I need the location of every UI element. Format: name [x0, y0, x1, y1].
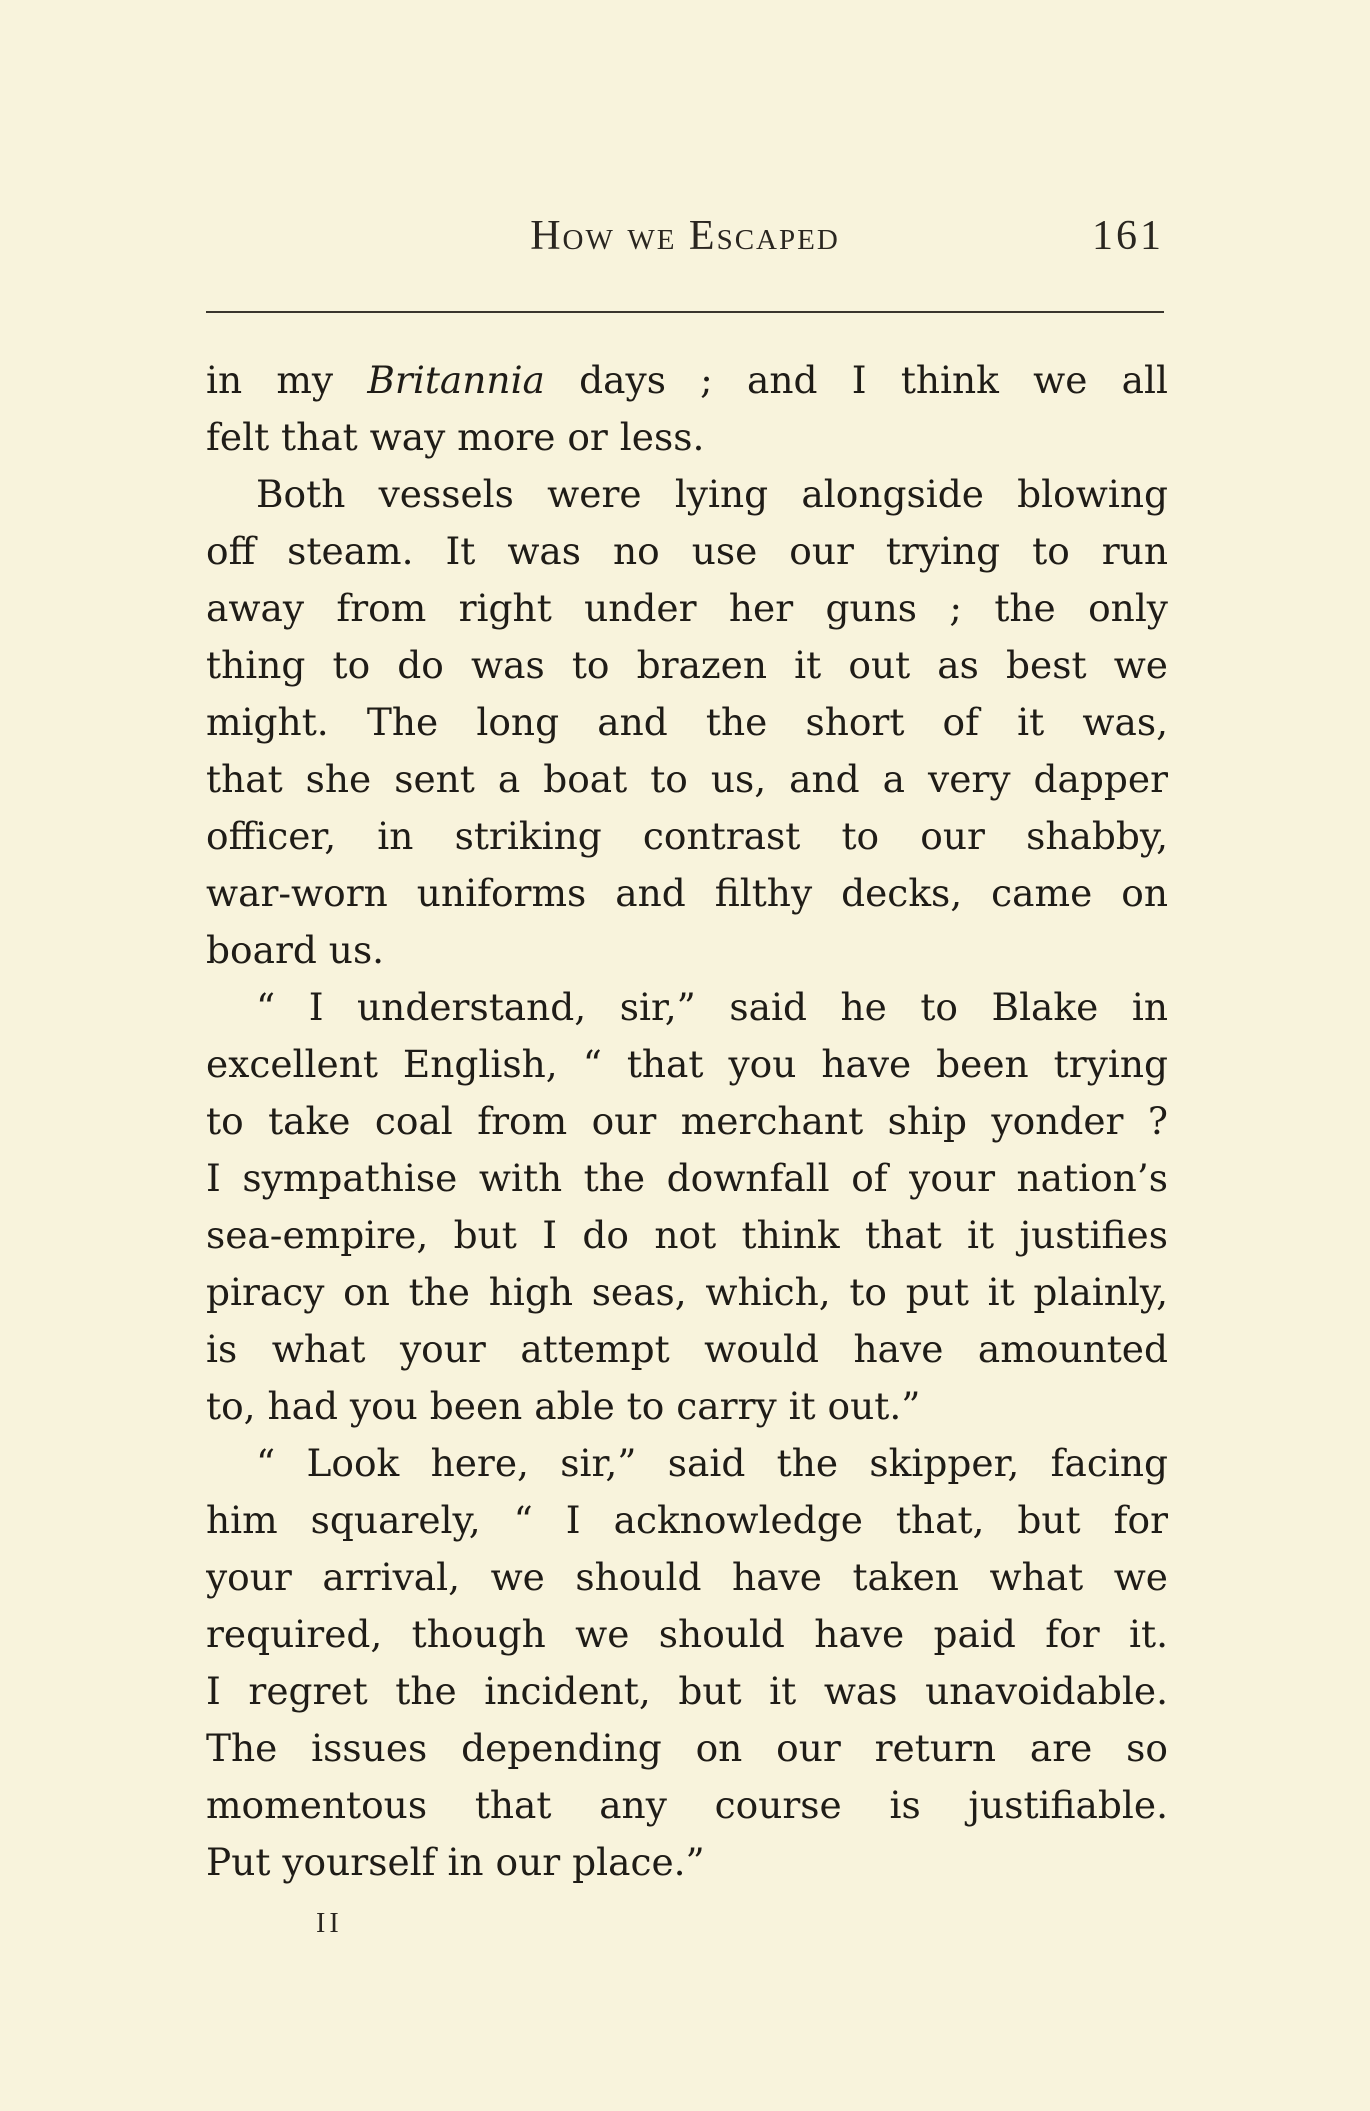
- page-number: 161: [1092, 213, 1164, 259]
- body-text: [206, 352, 1168, 1891]
- text-segment: days ; and I think we all: [544, 358, 1168, 402]
- text-line: officer, in striking contrast to our shabby,: [206, 814, 1168, 858]
- signature-mark: II: [316, 1908, 343, 1939]
- header-rule: [206, 311, 1164, 313]
- page-header: [206, 212, 1164, 272]
- text-line: away from right under her guns ; the only: [206, 586, 1168, 630]
- text-line: I regret the incident, but it was unavoidable.: [206, 1669, 1168, 1713]
- text-line: war-worn uniforms and filthy decks, came on: [206, 871, 1168, 915]
- text-line: momentous that any course is justifiable.: [206, 1783, 1168, 1827]
- text-line: “ Look here, sir,” said the skipper, facing: [256, 1441, 1168, 1485]
- text-line: your arrival, we should have taken what we: [206, 1555, 1168, 1599]
- running-title: How we Escaped: [530, 213, 840, 259]
- text-line: board us.: [206, 928, 385, 972]
- text-line: Both vessels were lying alongside blowing: [256, 472, 1168, 516]
- text-line: sea-empire, but I do not think that it justifies: [206, 1213, 1168, 1257]
- text-line: I sympathise with the downfall of your nation’s: [206, 1156, 1168, 1200]
- text-line: excellent English, “ that you have been trying: [206, 1042, 1168, 1086]
- text-line: is what your attempt would have amounted: [206, 1327, 1168, 1371]
- text-line: that she sent a boat to us, and a very dapper: [206, 757, 1168, 801]
- text-line: piracy on the high seas, which, to put it plainly,: [206, 1270, 1168, 1314]
- text-line: him squarely, “ I acknowledge that, but for: [206, 1498, 1168, 1542]
- text-line: Put yourself in our place.”: [206, 1840, 705, 1884]
- text-line: might. The long and the short of it was,: [206, 700, 1168, 744]
- text-line: “ I understand, sir,” said he to Blake in: [256, 985, 1168, 1029]
- text-line: to take coal from our merchant ship yonder ?: [206, 1099, 1168, 1143]
- text-line: The issues depending on our return are so: [206, 1726, 1168, 1770]
- text-line: [206, 352, 1168, 409]
- text-segment: in my: [206, 358, 368, 402]
- ship-name-italic: Britannia: [367, 358, 545, 402]
- text-line: required, though we should have paid for it.: [206, 1612, 1168, 1656]
- text-line: off steam. It was no use our trying to run: [206, 529, 1168, 573]
- text-line: to, had you been able to carry it out.”: [206, 1384, 921, 1428]
- text-line: thing to do was to brazen it out as best we: [206, 643, 1168, 687]
- text-line: felt that way more or less.: [206, 415, 705, 459]
